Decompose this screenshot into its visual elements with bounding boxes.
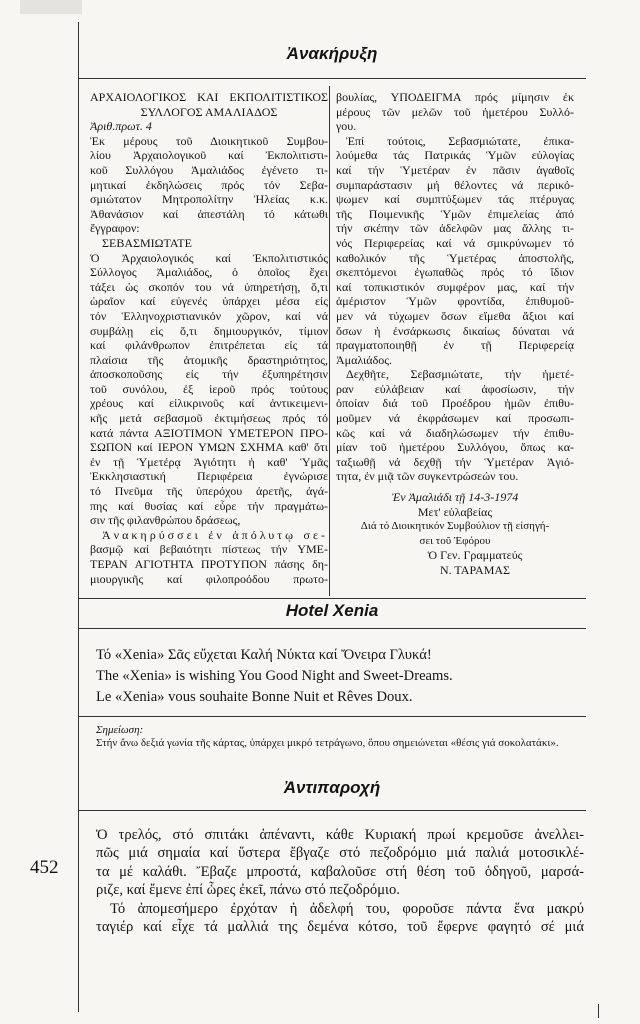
text-line: ἔγγραφον: — [90, 221, 140, 236]
text-line: ἐν τῇ Ὑμετέρᾳ Ἁγιότητι ἡ καθ' Ὑμᾶς — [90, 454, 328, 469]
text-line: καί τήν Ὑμετέραν ἐν πᾶσιν ἀγαθοῖς — [336, 162, 574, 177]
text-line: ὅσων ἡ ἐνσάρκωσις δικαίως δύναται νά — [336, 323, 574, 338]
text-line: Ὁ τρελός, στό σπιτάκι ἀπέναντι, κάθε Κυριακή πρωί κρεμοῦσε ἀνελλει- — [96, 827, 584, 843]
text-line: Ἀμαλιάδος. — [336, 352, 392, 367]
story-text — [96, 826, 584, 936]
section-heading-hotel-xenia: Hotel Xenia — [285, 601, 379, 620]
text-line: ἀποσκοποῦσης εἰς τήν ἐξυπηρέτησιν — [90, 367, 328, 382]
left-margin-rule — [78, 22, 79, 1012]
text-line: καθολικόν τῆς Ὑμετέρας ἀποστολῆς, — [336, 250, 574, 265]
note-label: Σημείωση: — [96, 724, 144, 736]
section-divider — [78, 628, 586, 629]
section-divider — [78, 716, 586, 717]
greeting-english: The «Xenia» is wishing You Good Night and Sweet-Dreams. — [96, 668, 453, 684]
text-line: ὡραῖον καί εὐγενές ὑπάρχει μέσα εἰς — [90, 294, 328, 309]
text-line: συμβάλῃ εἰς ὅ,τι δημιουργικόν, τίμιον — [90, 323, 328, 338]
text-line: Ἐκκλησιαστική Περιφέρεια ἐγνώρισε — [90, 469, 328, 484]
text-line: ΑΡΧΑΙΟΛΟΓΙΚΟΣ ΚΑΙ ΕΚΠΟΛΙΤΙΣΤΙΚΟΣ — [90, 90, 328, 104]
text-line: Ἀθανάσιον καί ἀπεστάλη τό κάτωθι — [90, 206, 328, 221]
on-behalf: Διά τό Διοικητικόν Συμβούλιον τῇ εἰσηγή- — [360, 520, 550, 533]
text-line: χρέους καί εἰλικρινοῦς καί ἀντικειμενι- — [90, 396, 328, 411]
proclamation-left-column — [90, 90, 328, 586]
section-heading-antiparochi: Ἀντιπαροχή — [283, 778, 381, 797]
page-edge-mark — [598, 1004, 599, 1018]
text-line: ΣΩΠΟΝ καί ΙΕΡΟΝ ΥΜΩΝ ΣΧΗΜΑ καθ' ὅτι — [90, 440, 328, 455]
section-divider — [78, 78, 586, 79]
text-line: κῶς καί νά διαδηλώσωμεν τήν ἐπιθυ- — [336, 425, 574, 440]
text-line: καί τοπικιστικόν συμφέρον μας, καί τήν — [336, 279, 574, 294]
text-line: τητα, ἐν μιᾷ τῶν συγκεντρώσεών του. — [336, 469, 519, 484]
text-line: Τό ἀπομεσήμερο ἐρχόταν ἡ ἀδελφή του, φοροῦσε πάντα ἕνα μακρύ — [110, 900, 584, 917]
section-divider — [78, 810, 586, 811]
text-line: κοῦ Συλλόγου Ἀμαλιάδος ἐγένετο τι- — [90, 162, 328, 177]
text-line: Ὁ Ἀρχαιολογικός καί Ἐκπολιτιστικός — [90, 250, 328, 265]
signatory-name: Ν. ΤΑΡΑΜΑΣ — [439, 563, 511, 577]
signatory-role: Ὁ Γεν. Γραμματεύς — [427, 548, 523, 563]
scan-artifact — [20, 0, 82, 14]
text-line: πραγματοποιηθῇ ἐν τῇ Περιφερείᾳ — [336, 338, 574, 353]
text-line: Ἀριθ.πρωτ. 4 — [90, 119, 152, 134]
text-line: Ἐπί τούτοις, Σεβασμιώτατε, ἐπικα- — [346, 133, 574, 148]
note-text: Στήν ἄνω δεξιά γωνία τῆς κάρτας, ὑπάρχει μικρό τετράγωνο, ὅπου σημειώνεται «θέσις γιά σοκολατάκι». — [96, 737, 559, 749]
text-line: ταγιέρ καί εἶχε τά μαλλιά της δεμένα κότσο, τοῦ ἔφερνε φαγητό σέ μιά — [96, 919, 584, 936]
text-line: ἀμέριστον Ὑμῶν φροντίδα, ἐπιθυμοῦ- — [336, 294, 574, 309]
text-line: μιουργικῆς καί φιλοπροόδου πρωτο- — [90, 571, 328, 586]
text-line: λούμεθα τάς Πατρικάς Ὑμῶν εὐλογίας — [336, 148, 574, 163]
text-line: τα μέ καλάθι. Ἔβαζε μπροστά, καβαλοῦσε στή θέση τοῦ ὁδηγοῦ, μαρσά- — [96, 863, 584, 880]
text-line: ΣΕΒΑΣΜΙΩΤΑΤΕ — [102, 235, 192, 250]
text-line: τό Πνεῦμα τῆς ὑπερόχου ἀρετῆς, ἀγά- — [90, 484, 328, 499]
text-line: τήν σκέπην τῶν ἀδελφῶν μας ἄλλης τι- — [336, 221, 574, 236]
greeting-greek: Τό «Xenia» Σᾶς εὔχεται Καλή Νύκτα καί Ὄνειρα Γλυκά! — [96, 647, 432, 663]
text-line: σμιώτατον Μητροπολίτην Ἠλείας κ.κ. — [90, 192, 328, 207]
text-line: ΤΕΡΑΝ ΑΓΙΟΤΗΤΑ ΠΡΟΤΥΠΟΝ πάσης δη- — [90, 557, 328, 571]
text-line: μεν νά τύχωμεν ὅσων εἴμεθα ἄξιοι καί — [336, 308, 574, 323]
text-line: Σύλλογος Ἀμαλιάδος, ὁ ὁποῖος ἔχει — [90, 265, 328, 280]
text-line: κῆς μετά σεβασμοῦ ἐκτιμήσεως πρός τό — [90, 411, 328, 426]
text-line: λίου Ἀρχαιολογικοῦ καί Ἐκπολιτιστι- — [90, 148, 328, 163]
text-line: ψωμεν καί συμπτύξωμεν τάς πτέρυγας — [336, 192, 574, 207]
on-behalf-continued: σει τοῦ Ἐφόρου — [419, 534, 491, 547]
text-line: κατά πάντα ΑΞΙΟΤΙΜΟΝ ΥΜΕΤΕΡΟΝ ΠΡΟ- — [90, 425, 328, 440]
text-line: γου. — [336, 119, 357, 134]
text-line: καί φιλάνθρωπον ἐπιτρέπεται εἰς τά — [90, 338, 328, 353]
text-line: μίαν τοῦ ἡμετέρου Συλλόγου, ὅπως κα- — [336, 440, 574, 455]
text-line: ταξιωθῇ νά δεχθῇ τήν Ὑμετέραν Ἁγιό- — [336, 454, 574, 469]
text-line: πλαίσια τῆς ἀτομικῆς δραστηριότητος, — [90, 352, 328, 367]
greeting-french: Le «Xenia» vous souhaite Bonne Nuit et Rêves Doux. — [96, 689, 413, 705]
text-line: Ἐκ μέρους τοῦ Διοικητικοῦ Συμβου- — [90, 133, 328, 148]
page-number: 452 — [30, 857, 59, 878]
text-line: τῆς Ποιμενικῆς Ὑμῶν ἐπιμελείας ἀπό — [336, 206, 574, 221]
text-line: ὁποίαν διά τοῦ Προέδρου ἡμῶν ἐπιθυ- — [336, 396, 574, 411]
text-line: μοῦμεν νά ἐκφράσωμεν καί προσωπι- — [336, 411, 574, 426]
section-divider — [78, 598, 586, 599]
text-line: βασμῷ καί βεβαιότητι πίστεως τήν ΥΜΕ- — [90, 542, 328, 557]
text-line: Ἀνακηρύσσει ἐν ἀπόλυτῳ σε- — [102, 527, 328, 542]
text-line: Δεχθῆτε, Σεβασμιώτατε, τήν ἡμετέ- — [346, 367, 574, 382]
text-line: πῶς μιά σημαία καί ὕστερα ἔβγαζε στό πεζοδρόμιο μιά παλιά μοτοσικλέ- — [96, 845, 584, 862]
proclamation-right-column — [336, 90, 574, 578]
text-line: μέρους τῶν μελῶν τοῦ ἡμετέρου Συλλό- — [336, 104, 574, 119]
text-line: μητικαί ἐκδηλώσεις πρός τόν Σεβα- — [90, 177, 328, 192]
text-line: σιν τῆς φιλανθρώπου δράσεως, — [90, 513, 241, 528]
text-line: τόν Ἑλληνοχριστιανικόν χῶρον, καί νά — [90, 308, 328, 323]
text-line: νός Περιφερείας καί νά σμικρύνωμεν τό — [336, 235, 574, 250]
column-divider — [329, 86, 330, 596]
text-line: βουλίας, ΥΠΟΔΕΙΓΜΑ πρός μίμησιν ἐκ — [336, 90, 574, 104]
closing: Μετ' εὐλαβείας — [417, 504, 493, 519]
section-heading-proclamation: Ἀνακήρυξη — [286, 44, 378, 63]
text-line: ΣΥΛΛΟΓΟΣ ΑΜΑΛΙΑΔΟΣ — [140, 104, 278, 119]
text-line: συμπαράστασιν μή θέλοντες νά περικό- — [336, 177, 574, 192]
text-line: πης καί θυσίας καί εὗρε τήν πραγμάτω- — [90, 498, 328, 513]
place-date: Ἐν Ἀμαλιάδι τῇ 14-3-1974 — [391, 490, 519, 505]
text-line: σκεπτόμενοι ἐγωπαθῶς πρός τό ἴδιον — [336, 265, 574, 280]
text-line: τάξει ὡς σκοπόν του νά ὑπηρετήσῃ, ὅ,τι — [90, 279, 328, 294]
text-line: ραν εὐλάβειαν καί ἀφοσίωσιν, τήν — [336, 381, 574, 396]
text-line: ριζε, καί ἔμενε ἐπί ὧρες ἐκεῖ, πάνω στό πεζοδρόμιο. — [96, 882, 400, 899]
text-line: τοῦ συνόλου, ἐξ ἱεροῦ πρός τούτους — [90, 381, 328, 396]
